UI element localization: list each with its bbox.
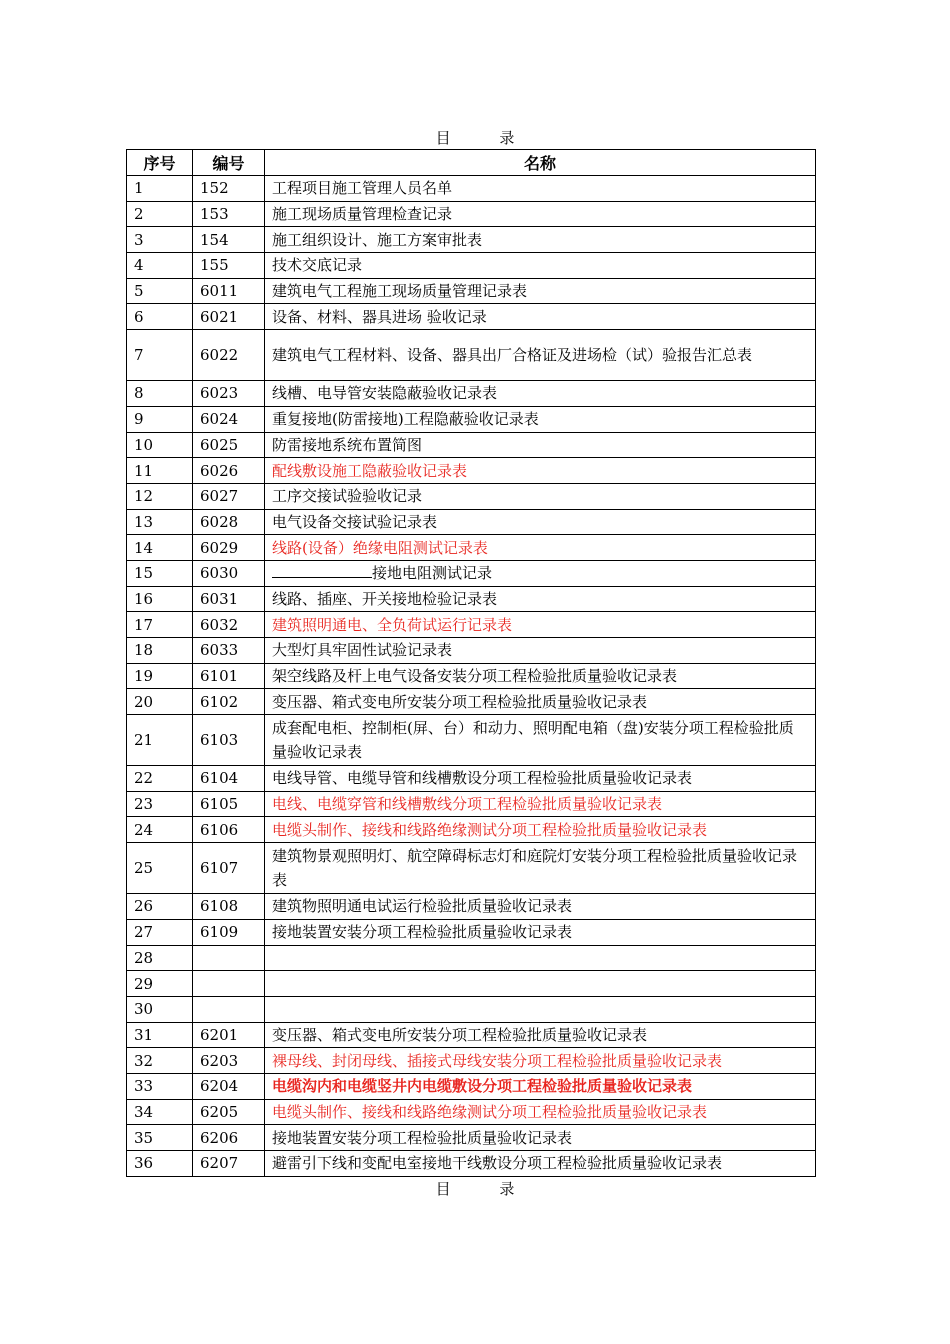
row-no: 4 [127,253,193,279]
row-code: 6201 [193,1022,265,1048]
table-row [127,1022,816,1048]
row-name: 电缆头制作、接线和线路绝缘测试分项工程检验批质量验收记录表 [265,817,816,843]
row-no: 10 [127,432,193,458]
table-row [127,996,816,1022]
table-row [127,663,816,689]
row-no: 35 [127,1125,193,1151]
page-title-footer: 目 录 [435,1180,537,1198]
row-code: 6102 [193,689,265,715]
row-no: 11 [127,458,193,484]
row-name: 线槽、电导管安装隐蔽验收记录表 [265,381,816,407]
row-name: 电缆沟内和电缆竖井内电缆敷设分项工程检验批质量验收记录表 [265,1073,816,1099]
table-row [127,509,816,535]
table-row [127,638,816,664]
row-code: 6027 [193,483,265,509]
row-name: 施工现场质量管理检查记录 [265,201,816,227]
row-name: 重复接地(防雷接地)工程隐蔽验收记录表 [265,406,816,432]
row-no: 24 [127,817,193,843]
header-no: 序号 [127,150,193,176]
row-no: 15 [127,560,193,586]
row-code: 6203 [193,1048,265,1074]
row-no: 16 [127,586,193,612]
table-row [127,278,816,304]
row-code: 6030 [193,560,265,586]
row-code: 6026 [193,458,265,484]
row-code: 6205 [193,1099,265,1125]
table-row [127,971,816,997]
row-no: 21 [127,715,193,766]
table-row [127,1125,816,1151]
row-code: 6011 [193,278,265,304]
table-row [127,791,816,817]
row-no: 27 [127,919,193,945]
row-code: 154 [193,227,265,253]
table-row [127,817,816,843]
row-name: 大型灯具牢固性试验记录表 [265,638,816,664]
row-no: 14 [127,535,193,561]
table-row [127,176,816,202]
row-no: 20 [127,689,193,715]
table-row [127,330,816,381]
row-no: 18 [127,638,193,664]
table-header-row [127,150,816,176]
table-row [127,766,816,792]
row-code: 6022 [193,330,265,381]
row-no: 34 [127,1099,193,1125]
table-row [127,689,816,715]
row-name: 变压器、箱式变电所安装分项工程检验批质量验收记录表 [265,1022,816,1048]
row-no: 23 [127,791,193,817]
table-row [127,715,816,766]
header-name: 名称 [265,150,816,176]
row-code: 6106 [193,817,265,843]
row-name: 工序交接试验验收记录 [265,483,816,509]
row-name: 建筑电气工程材料、设备、器具出厂合格证及进场检（试）验报告汇总表 [265,330,816,381]
table-row [127,843,816,894]
row-code: 155 [193,253,265,279]
row-name: 裸母线、封闭母线、插接式母线安装分项工程检验批质量验收记录表 [265,1048,816,1074]
row-name: 电缆头制作、接线和线路绝缘测试分项工程检验批质量验收记录表 [265,1099,816,1125]
row-no: 5 [127,278,193,304]
row-name: 接地装置安装分项工程检验批质量验收记录表 [265,1125,816,1151]
row-name [265,996,816,1022]
row-code: 6207 [193,1151,265,1177]
table-row [127,406,816,432]
row-name: 电线、电缆穿管和线槽敷线分项工程检验批质量验收记录表 [265,791,816,817]
row-no: 36 [127,1151,193,1177]
row-no: 17 [127,612,193,638]
row-name: 电气设备交接试验记录表 [265,509,816,535]
table-row [127,1151,816,1177]
row-code: 153 [193,201,265,227]
row-no: 13 [127,509,193,535]
row-name: 成套配电柜、控制柜(屏、台）和动力、照明配电箱（盘)安装分项工程检验批质量验收记录表 [265,715,816,766]
row-name: 架空线路及杆上电气设备安装分项工程检验批质量验收记录表 [265,663,816,689]
row-name: 工程项目施工管理人员名单 [265,176,816,202]
table-row [127,560,816,586]
row-no: 12 [127,483,193,509]
row-no: 8 [127,381,193,407]
row-code: 6024 [193,406,265,432]
table-row [127,227,816,253]
row-name [265,945,816,971]
row-code: 6105 [193,791,265,817]
table-row [127,919,816,945]
fill-blank-line [272,563,372,578]
row-code [193,996,265,1022]
row-name: 防雷接地系统布置简图 [265,432,816,458]
row-code [193,971,265,997]
row-code: 6025 [193,432,265,458]
row-name [265,560,816,586]
row-code: 152 [193,176,265,202]
row-code [193,945,265,971]
row-no: 7 [127,330,193,381]
table-row [127,945,816,971]
table-row [127,381,816,407]
table-row [127,612,816,638]
row-name: 建筑电气工程施工现场质量管理记录表 [265,278,816,304]
row-name: 施工组织设计、施工方案审批表 [265,227,816,253]
row-code: 6204 [193,1073,265,1099]
row-no: 30 [127,996,193,1022]
row-name: 建筑照明通电、全负荷试运行记录表 [265,612,816,638]
table-row [127,304,816,330]
table-row [127,201,816,227]
row-code: 6023 [193,381,265,407]
table-row [127,894,816,920]
row-no: 26 [127,894,193,920]
row-no: 31 [127,1022,193,1048]
row-code: 6103 [193,715,265,766]
row-no: 33 [127,1073,193,1099]
row-no: 9 [127,406,193,432]
table-body [127,176,816,1177]
row-name [265,971,816,997]
row-name: 变压器、箱式变电所安装分项工程检验批质量验收记录表 [265,689,816,715]
row-name: 建筑物照明通电试运行检验批质量验收记录表 [265,894,816,920]
row-name: 技术交底记录 [265,253,816,279]
row-no: 3 [127,227,193,253]
table-row [127,535,816,561]
row-no: 28 [127,945,193,971]
row-no: 29 [127,971,193,997]
table-row [127,458,816,484]
row-no: 19 [127,663,193,689]
row-name: 建筑物景观照明灯、航空障碍标志灯和庭院灯安装分项工程检验批质量验收记录表 [265,843,816,894]
row-code: 6031 [193,586,265,612]
page-title: 目 录 [435,129,537,147]
table-row [127,586,816,612]
row-code: 6108 [193,894,265,920]
table-row [127,253,816,279]
row-no: 22 [127,766,193,792]
row-code: 6032 [193,612,265,638]
row-code: 6206 [193,1125,265,1151]
row-code: 6101 [193,663,265,689]
table-row [127,1048,816,1074]
row-no: 25 [127,843,193,894]
row-no: 2 [127,201,193,227]
row-name: 避雷引下线和变配电室接地干线敷设分项工程检验批质量验收记录表 [265,1151,816,1177]
header-code: 编号 [193,150,265,176]
row-name-text: 接地电阻测试记录 [372,564,493,583]
row-name: 线路、插座、开关接地检验记录表 [265,586,816,612]
row-no: 1 [127,176,193,202]
row-code: 6021 [193,304,265,330]
row-code: 6028 [193,509,265,535]
row-code: 6107 [193,843,265,894]
row-name: 配线敷设施工隐蔽验收记录表 [265,458,816,484]
row-no: 6 [127,304,193,330]
table-row [127,1073,816,1099]
toc-table [126,149,816,1177]
table-row [127,432,816,458]
table-row [127,1099,816,1125]
row-code: 6109 [193,919,265,945]
row-name: 线路(设备）绝缘电阻测试记录表 [265,535,816,561]
row-code: 6033 [193,638,265,664]
table-row [127,483,816,509]
row-name: 接地装置安装分项工程检验批质量验收记录表 [265,919,816,945]
row-code: 6029 [193,535,265,561]
row-no: 32 [127,1048,193,1074]
row-name: 电线导管、电缆导管和线槽敷设分项工程检验批质量验收记录表 [265,766,816,792]
row-code: 6104 [193,766,265,792]
row-name: 设备、材料、器具进场 验收记录 [265,304,816,330]
